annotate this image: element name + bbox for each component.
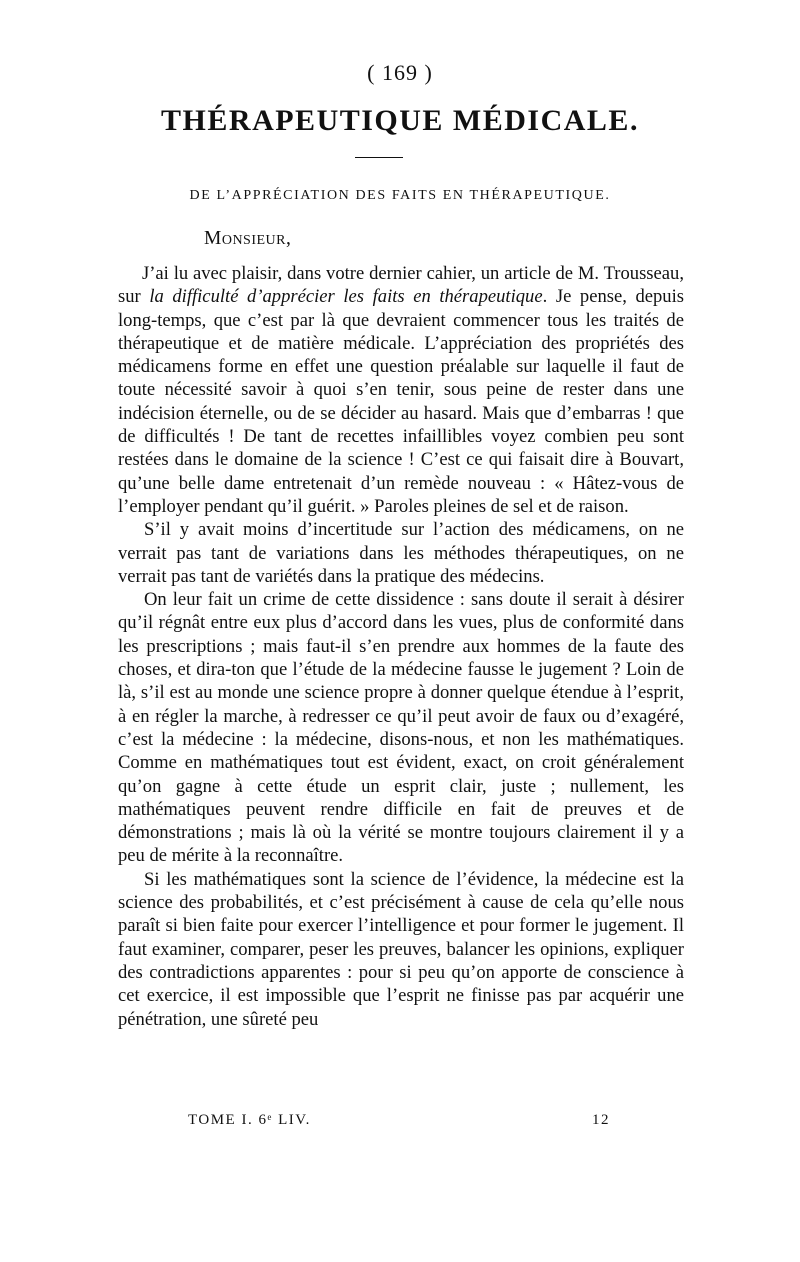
- page-number: ( 169 ): [367, 60, 433, 85]
- volume-label: TOME I. 6ᵉ LIV.: [188, 1112, 311, 1128]
- paragraph-2: S’il y avait moins d’incertitude sur l’action des médicamens, on ne verrait pas tant de variations dans les méthodes thérapeutiques, on ne verrait pas tant de variétés dans la pratique des médecins.: [118, 519, 684, 587]
- paragraph-1: [118, 262, 684, 518]
- salutation: Monsieur,: [204, 228, 292, 249]
- paragraph-3: On leur fait un crime de cette dissidence : sans doute il serait à désirer qu’il régnât entre eux plus d’accord dans les vues, plus de conformité dans les prescriptions ; mais faut-il s’en prendre aux hommes de la faute des choses, et dira-ton que l’étude de la médecine fausse le jugement ? Loin de là, s’il est au monde une science propre à donner quelque étendue à l’esprit, à en régler la marche, à redresser ce qu’il peut avoir de faux ou d’exagéré, c’est la médecine : la médecine, disons-nous, et non les mathématiques. Comme en mathématiques tout est évident, exact, on croit généralement qu’on gagne à cette étude un esprit clair, juste ; nullement, les mathématiques peuvent rendre difficile en fait de preuves et de démonstrations ; mais là où la vérité se montre toujours clairement il y a peu de mérite à la reconnaître.: [118, 589, 684, 867]
- paragraph-1-rest: . Je pense, depuis long-temps, que c’est par là que devraient commencer tous les traités de thérapeutique et de matière médicale. L’appréciation des propriétés des médicamens forme en effet une question préalable sur laquelle il faut de toute nécessité savoir à quoi s’en tenir, sous peine de rester dans une indécision éternelle, ou de se décider au hasard. Mais que d’embarras ! que de difficultés ! De tant de recettes infaillibles voyez combien peu sont restées dans le domaine de la science ! C’est ce qui faisait dire à Bouvart, qu’une belle dame entretenait d’un remède nouveau : « Hâtez-vous de l’employer pendant qu’il guérit. » Paroles pleines de sel et de raison.: [118, 286, 685, 517]
- letter-body: [118, 262, 684, 1031]
- title-divider: [355, 157, 403, 158]
- article-title-italic: la difficulté d’apprécier les faits en thérapeutique: [149, 286, 543, 308]
- section-title: DE L’APPRÉCIATION DES FAITS EN THÉRAPEUTIQUE.: [189, 188, 611, 203]
- page-footer: [0, 1112, 800, 1136]
- paragraph-4: Si les mathématiques sont la science de l’évidence, la médecine est la science des probabilités, et c’est précisément à cause de cela qu’elle nous paraît si bien faite pour exercer l’intelligence et pour former le jugement. Il faut examiner, comparer, peser les preuves, balancer les opinions, expliquer des contradictions apparentes : pour si peu qu’on apporte de conscience à cet exercice, il est impossible que l’esprit ne finisse pas par acquérir une pénétration, une sûreté peu: [118, 868, 684, 1030]
- paragraph-1-lead: J’ai lu avec plaisir, dans votre dernier cahier, un article de M. Trousseau, sur: [118, 263, 684, 308]
- signature-mark: 12: [592, 1112, 610, 1128]
- main-title: THÉRAPEUTIQUE MÉDICALE.: [161, 104, 639, 137]
